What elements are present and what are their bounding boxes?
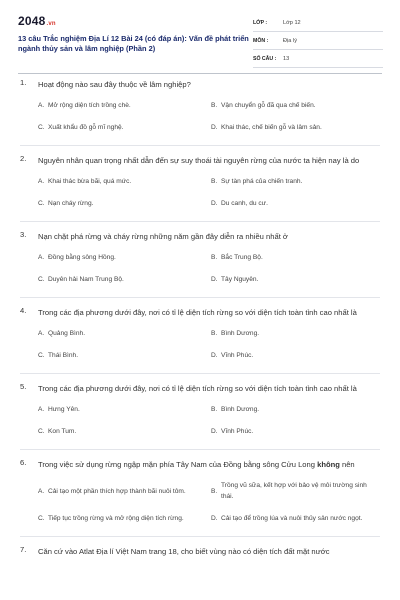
option-letter: C. bbox=[38, 200, 45, 207]
option-text: Tây Nguyên. bbox=[221, 276, 259, 283]
option-c[interactable] bbox=[38, 426, 211, 437]
option-letter: D. bbox=[211, 352, 218, 359]
option-b[interactable] bbox=[211, 404, 384, 415]
option-text: Vĩnh Phúc. bbox=[221, 428, 254, 435]
option-text: Nạn cháy rừng. bbox=[48, 200, 94, 207]
option-letter: A. bbox=[38, 102, 45, 109]
options-grid bbox=[38, 252, 376, 285]
option-a[interactable] bbox=[38, 404, 211, 415]
option-a[interactable] bbox=[38, 480, 211, 502]
site-logo[interactable] bbox=[18, 14, 56, 28]
options-grid bbox=[38, 176, 376, 209]
option-letter: B. bbox=[211, 254, 218, 261]
option-text: Cải tạo để trồng lúa và nuôi thủy sản nước ngọt. bbox=[221, 515, 363, 522]
meta-value: Lớp 12 bbox=[283, 19, 301, 26]
meta-value: 13 bbox=[283, 55, 290, 62]
option-a[interactable] bbox=[38, 100, 211, 111]
header-divider bbox=[18, 73, 382, 74]
option-text: Khai thác bừa bãi, quá mức. bbox=[48, 178, 132, 185]
option-a[interactable] bbox=[38, 252, 211, 263]
option-text: Khai thác, chế biến gỗ và lâm sản. bbox=[221, 124, 322, 131]
option-c[interactable] bbox=[38, 350, 211, 361]
option-text: Sự tàn phá của chiến tranh. bbox=[221, 178, 303, 185]
question-number: 6. bbox=[20, 458, 27, 467]
question-divider bbox=[20, 536, 380, 537]
option-c[interactable] bbox=[38, 274, 211, 285]
option-text: Kon Tum. bbox=[48, 428, 77, 435]
question-text: Căn cứ vào Atlat Địa lí Việt Nam trang 18, cho biết vùng nào có diện tích đất mặt nước bbox=[38, 547, 330, 556]
option-d[interactable] bbox=[211, 350, 384, 361]
option-letter: D. bbox=[211, 515, 218, 522]
question-divider bbox=[20, 221, 380, 222]
option-c[interactable] bbox=[38, 513, 211, 524]
question-emphasis: không bbox=[317, 460, 340, 469]
meta-label: MÔN : bbox=[253, 37, 269, 44]
question-number: 5. bbox=[20, 382, 27, 391]
question-text: Nguyên nhân quan trọng nhất dẫn đến sự suy thoái tài nguyên rừng của nước ta hiện nay là do bbox=[38, 156, 360, 165]
question-7 bbox=[0, 545, 400, 558]
meta-row-count bbox=[253, 50, 383, 68]
option-text: Thái Bình. bbox=[48, 352, 79, 359]
option-letter: D. bbox=[211, 124, 218, 131]
option-letter: C. bbox=[38, 352, 45, 359]
option-letter: B. bbox=[211, 330, 218, 337]
question-3 bbox=[0, 230, 400, 285]
meta-value: Địa lý bbox=[283, 37, 297, 44]
question-text bbox=[38, 458, 376, 471]
option-letter: B. bbox=[211, 487, 218, 495]
option-text: Bắc Trung Bộ. bbox=[221, 254, 263, 261]
logo-suffix: .vn bbox=[46, 21, 56, 27]
meta-row-subject bbox=[253, 32, 383, 50]
option-letter: C. bbox=[38, 515, 45, 522]
question-number: 4. bbox=[20, 306, 27, 315]
option-letter: B. bbox=[211, 102, 218, 109]
option-c[interactable] bbox=[38, 198, 211, 209]
options-grid bbox=[38, 404, 376, 437]
option-letter: A. bbox=[38, 487, 45, 495]
option-letter: B. bbox=[211, 406, 218, 413]
option-text: Cải tạo một phần thích hợp thành bãi nuôi tôm. bbox=[48, 487, 186, 495]
option-letter: A. bbox=[38, 178, 45, 185]
option-d[interactable] bbox=[211, 274, 384, 285]
question-6 bbox=[0, 458, 400, 524]
option-letter: C. bbox=[38, 276, 45, 283]
option-text: Hưng Yên. bbox=[48, 406, 80, 413]
question-text-part: nên bbox=[339, 460, 355, 469]
option-text: Vận chuyển gỗ đã qua chế biến. bbox=[221, 102, 316, 109]
option-d[interactable] bbox=[211, 198, 384, 209]
question-number: 2. bbox=[20, 154, 27, 163]
question-text: Trong các địa phương dưới đây, nơi có tỉ lệ diện tích rừng so với diện tích toàn tỉnh cao nhất là bbox=[38, 384, 357, 393]
question-divider bbox=[20, 449, 380, 450]
option-letter: A. bbox=[38, 254, 45, 261]
question-divider bbox=[20, 297, 380, 298]
option-b[interactable] bbox=[211, 328, 384, 339]
meta-row-grade bbox=[253, 14, 383, 32]
question-text-part: Trong việc sử dụng rừng ngập mặn phía Tây Nam của Đồng bằng sông Cửu Long bbox=[38, 460, 318, 469]
question-1 bbox=[0, 78, 400, 133]
option-text: Bình Dương. bbox=[221, 330, 260, 337]
option-letter: D. bbox=[211, 276, 218, 283]
option-letter: A. bbox=[38, 406, 45, 413]
option-text: Vĩnh Phúc. bbox=[221, 352, 254, 359]
meta-label: LỚP : bbox=[253, 19, 268, 26]
question-divider bbox=[20, 145, 380, 146]
options-grid bbox=[38, 328, 376, 361]
option-letter: C. bbox=[38, 428, 45, 435]
options-grid bbox=[38, 480, 376, 524]
options-grid bbox=[38, 100, 376, 133]
question-5 bbox=[0, 382, 400, 437]
option-a[interactable] bbox=[38, 328, 211, 339]
option-text: Duyên hải Nam Trung Bộ. bbox=[48, 276, 124, 283]
meta-label: SỐ CÂU : bbox=[253, 55, 277, 62]
question-4 bbox=[0, 306, 400, 361]
document-title: 13 câu Trắc nghiệm Địa Lí 12 Bài 24 (có đáp án): Vấn đề phát triển ngành thủy sản và lâm nghiệp (Phần 2) bbox=[18, 34, 249, 53]
option-b[interactable] bbox=[211, 480, 384, 502]
option-text: Tiếp tục trồng rừng và mở rộng diện tích rừng. bbox=[48, 515, 184, 522]
option-b[interactable] bbox=[211, 176, 384, 187]
meta-table bbox=[253, 14, 383, 68]
option-text: Mở rộng diện tích trồng chè. bbox=[48, 102, 131, 109]
option-letter: B. bbox=[211, 178, 218, 185]
option-letter: D. bbox=[211, 200, 218, 207]
option-letter: A. bbox=[38, 330, 45, 337]
option-d[interactable] bbox=[211, 122, 384, 133]
question-number: 3. bbox=[20, 230, 27, 239]
option-text: Quảng Bình. bbox=[48, 330, 86, 337]
question-divider bbox=[20, 373, 380, 374]
option-text: Đồng bằng sông Hồng. bbox=[48, 254, 116, 261]
option-b[interactable] bbox=[211, 252, 384, 263]
logo-text: 2048 bbox=[18, 14, 46, 28]
option-d[interactable] bbox=[211, 513, 384, 524]
question-number: 1. bbox=[20, 78, 27, 87]
question-text: Trong các địa phương dưới đây, nơi có tỉ lệ diện tích rừng so với diện tích toàn tỉnh cao nhất là bbox=[38, 308, 357, 317]
option-d[interactable] bbox=[211, 426, 384, 437]
option-text: Bình Dương. bbox=[221, 406, 260, 413]
question-2 bbox=[0, 154, 400, 209]
option-text: Trồng vũ sữa, kết hợp với bảo vệ môi trường sinh thái. bbox=[221, 482, 367, 500]
question-text: Hoạt động nào sau đây thuộc về lâm nghiệp? bbox=[38, 80, 191, 89]
option-letter: D. bbox=[211, 428, 218, 435]
question-number: 7. bbox=[20, 545, 27, 554]
option-c[interactable] bbox=[38, 122, 211, 133]
option-letter: C. bbox=[38, 124, 45, 131]
option-text: Xuất khẩu đồ gỗ mĩ nghệ. bbox=[48, 124, 124, 131]
option-b[interactable] bbox=[211, 100, 384, 111]
option-text: Du canh, du cư. bbox=[221, 200, 268, 207]
document-header bbox=[0, 0, 400, 70]
question-list bbox=[0, 78, 400, 558]
option-a[interactable] bbox=[38, 176, 211, 187]
question-text: Nạn chặt phá rừng và cháy rừng những năm gần đây diễn ra nhiều nhất ở bbox=[38, 232, 288, 241]
